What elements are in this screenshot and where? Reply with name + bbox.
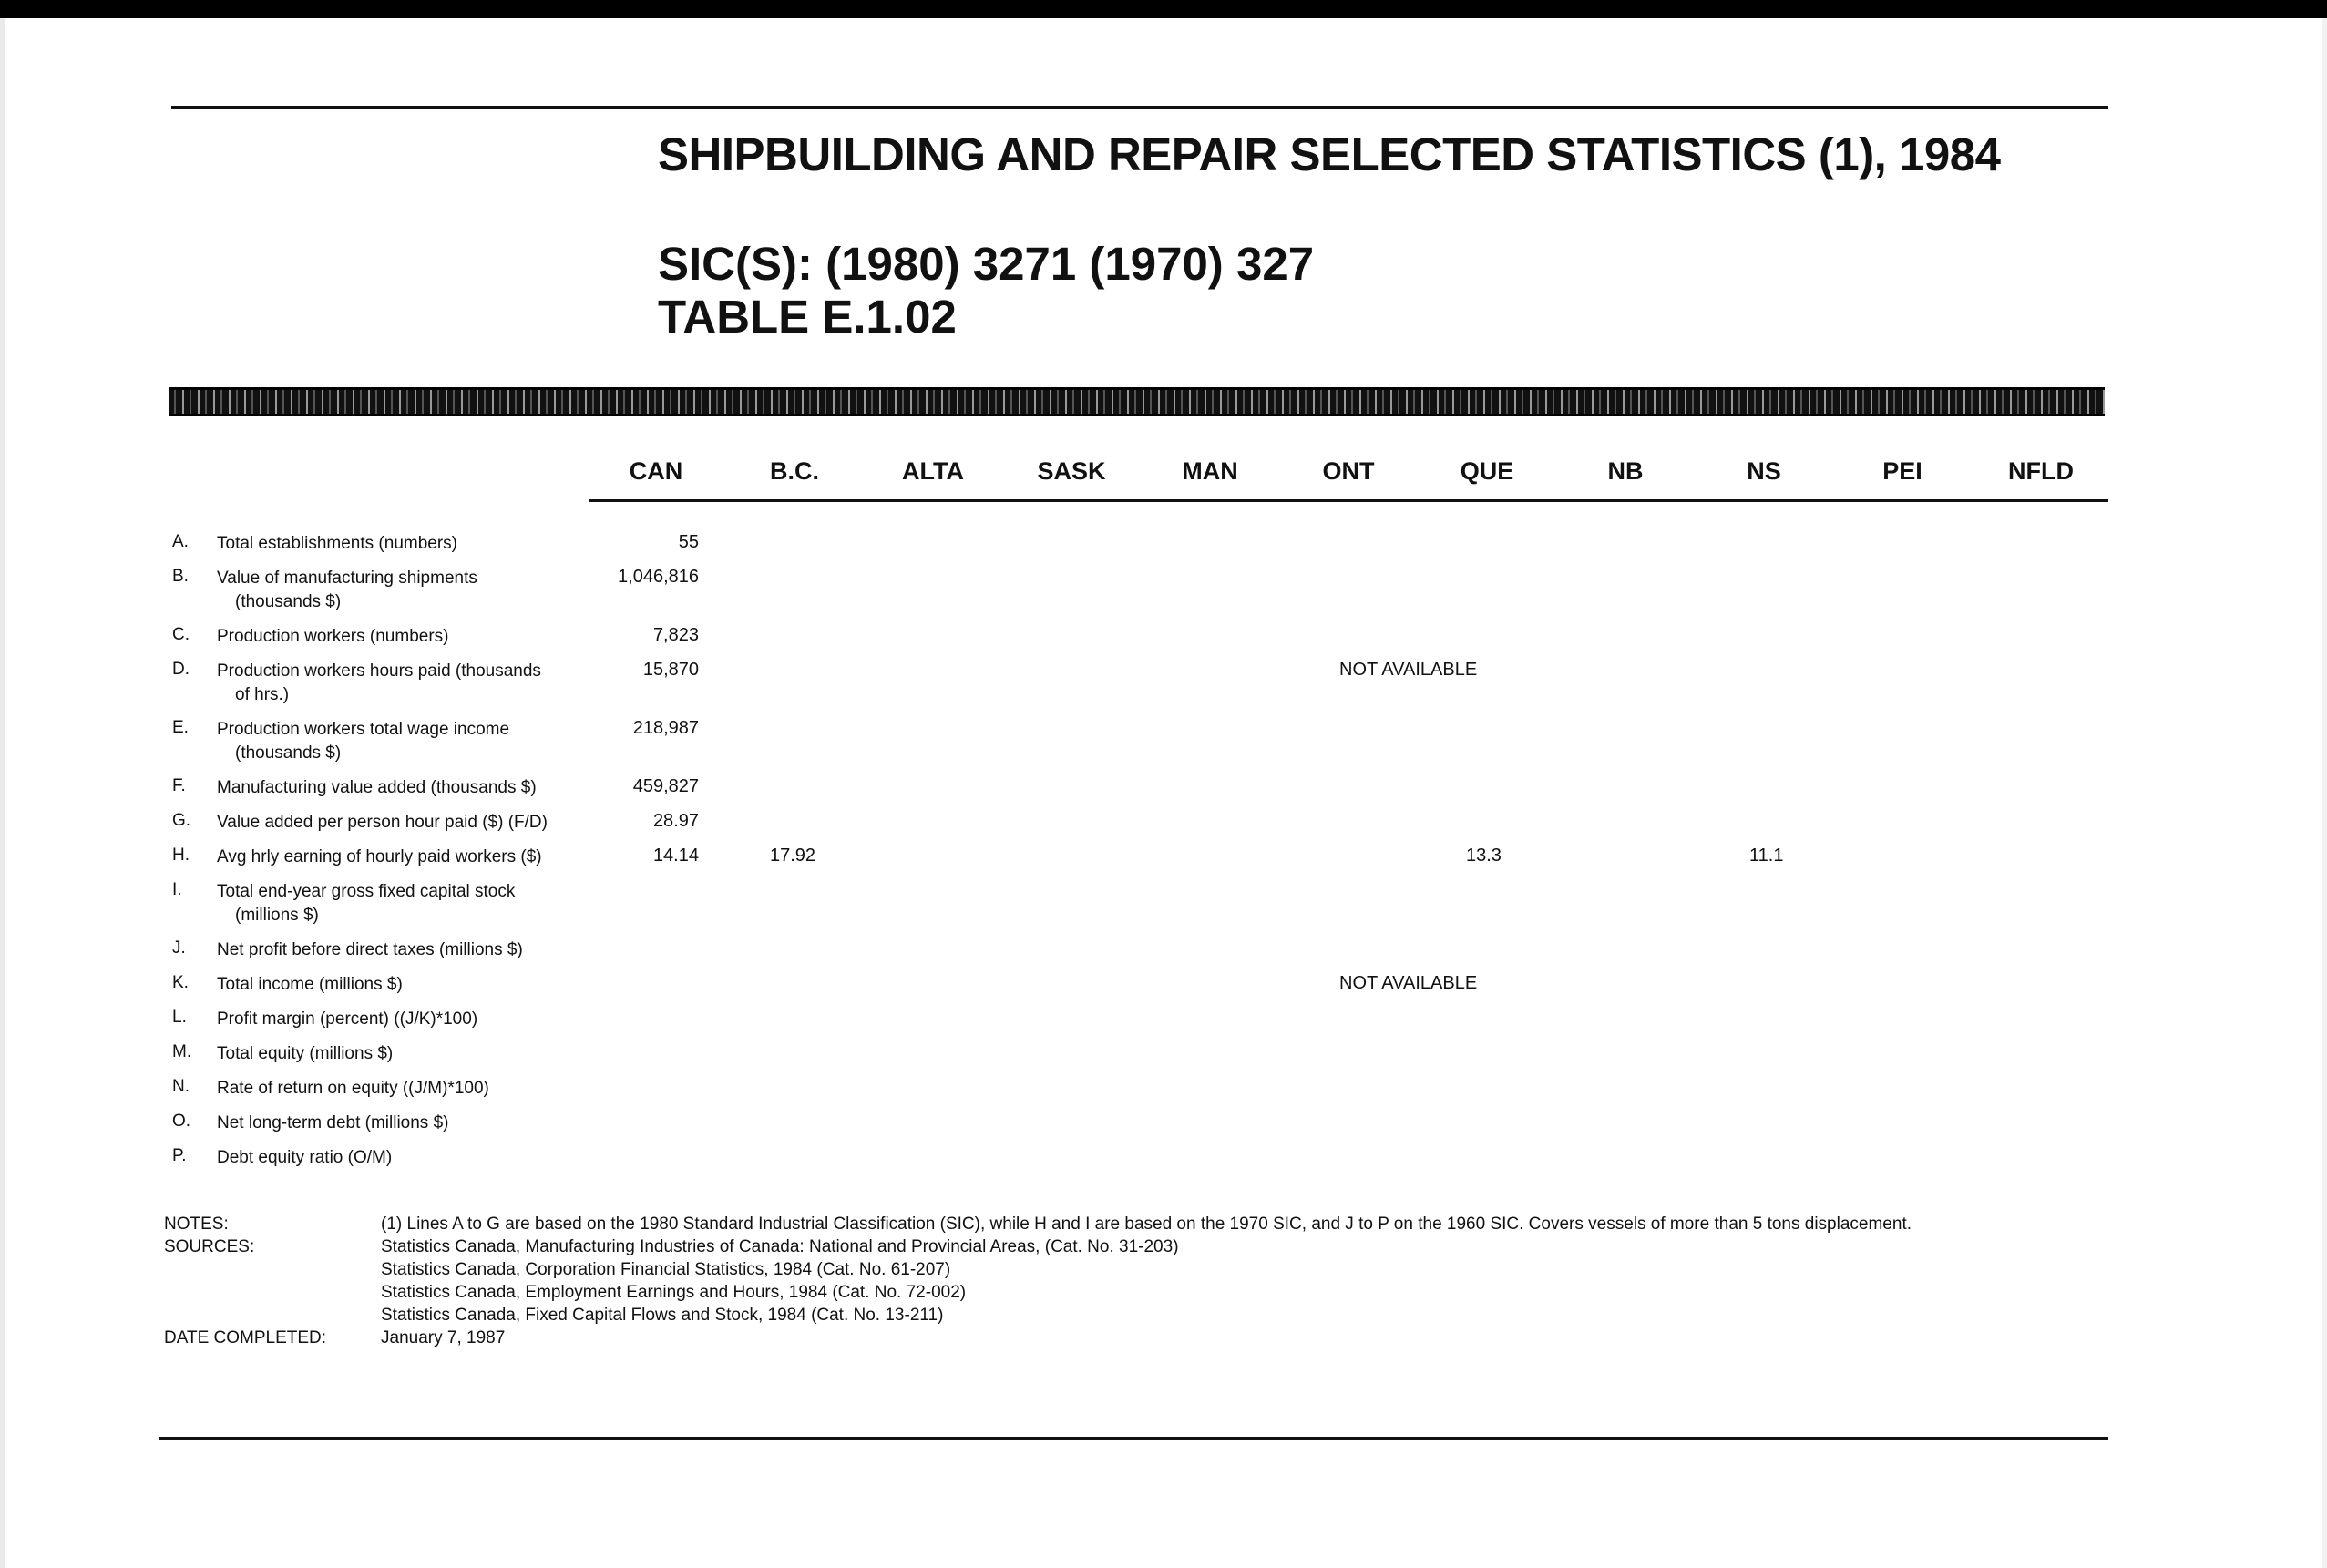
row-label-line2: (thousands $) [235, 592, 342, 611]
col-header-nfld: NFLD [2008, 457, 2074, 485]
scan-left-edge [0, 18, 5, 1568]
cell-can: 459,827 [632, 776, 699, 796]
row-letter: I. [172, 880, 182, 899]
scan-right-edge [2322, 18, 2327, 1568]
cell-can: 218,987 [632, 718, 699, 738]
row-letter: H. [172, 845, 190, 865]
row-letter: O. [172, 1112, 191, 1131]
cell-bc: 17.92 [770, 845, 816, 866]
row-label-line1: Total income (millions $) [217, 975, 403, 994]
col-header-nb: NB [1607, 457, 1644, 485]
cell-ns: 11.1 [1749, 845, 1784, 866]
row-label-line1: Production workers hours paid (thousands [217, 661, 541, 681]
row-label-line1: Rate of return on equity ((J/M)*100) [217, 1079, 489, 1098]
row-label-line2: (millions $) [235, 906, 319, 925]
row-label-line1: Total equity (millions $) [217, 1044, 394, 1063]
row-letter: D. [172, 660, 190, 679]
row-letter: L. [172, 1008, 187, 1027]
top-rule [171, 106, 2108, 109]
row-letter: A. [172, 532, 189, 551]
table-number: TABLE E.1.02 [658, 291, 957, 343]
source-line: Statistics Canada, Employment Earnings and Hours, 1984 (Cat. No. 72-002) [381, 1283, 967, 1302]
not-available-note: NOT AVAILABLE [1339, 660, 1478, 680]
row-letter: F. [172, 776, 186, 795]
row-label-line2: of hrs.) [235, 685, 290, 704]
row-label-line1: Total end-year gross fixed capital stock [217, 882, 516, 901]
row-letter: C. [172, 625, 190, 644]
row-label [217, 1042, 764, 1066]
row-letter: N. [172, 1077, 190, 1096]
cell-can: 15,870 [642, 660, 699, 680]
row-label-line1: Value added per person hour paid ($) (F/D) [217, 813, 548, 832]
row-label-line1: Avg hrly earning of hourly paid workers ($) [217, 847, 542, 866]
row-label-line1: Profit margin (percent) ((J/K)*100) [217, 1009, 478, 1029]
row-label-line1: Value of manufacturing shipments [217, 569, 477, 588]
col-header-man: MAN [1182, 457, 1238, 485]
not-available-note: NOT AVAILABLE [1339, 973, 1478, 993]
scan-top-border [0, 0, 2327, 18]
header-rule [589, 499, 2108, 502]
notes-label: NOTES: [164, 1214, 229, 1234]
row-letter: G. [172, 811, 191, 830]
cell-que: 13.3 [1466, 845, 1502, 866]
col-header-ont: ONT [1322, 457, 1375, 485]
source-line: Statistics Canada, Manufacturing Industries of Canada: National and Provincial Areas, (Cat. No. 31-203) [381, 1237, 1179, 1256]
col-header-que: QUE [1460, 457, 1514, 485]
col-header-bc: B.C. [770, 457, 819, 485]
row-label [217, 1077, 764, 1101]
row-label-line1: Manufacturing value added (thousands $) [217, 778, 537, 797]
col-header-pei: PEI [1882, 457, 1922, 485]
notes-text: (1) Lines A to G are based on the 1980 Standard Industrial Classification (SIC), while H and I are based on the 1970 SIC, and J to P on the 1960 SIC. Covers vessels of more than 5 tons displacement. [381, 1214, 1912, 1234]
column-headers [590, 457, 2108, 499]
sic-codes: SIC(S): (1980) 3271 (1970) 327 [658, 238, 1315, 290]
row-letter: J. [172, 938, 186, 958]
row-label [217, 880, 764, 927]
row-label-line1: Production workers total wage income [217, 720, 510, 739]
row-label [217, 938, 764, 962]
cell-can: 7,823 [652, 625, 699, 645]
row-label-line2: (thousands $) [235, 743, 342, 763]
bottom-rule [159, 1437, 2108, 1440]
source-line: Statistics Canada, Fixed Capital Flows and Stock, 1984 (Cat. No. 13-211) [381, 1306, 944, 1325]
cell-can: 55 [678, 532, 699, 552]
row-letter: B. [172, 567, 189, 586]
heavy-divider-bar [169, 387, 2105, 416]
col-header-sask: SASK [1037, 457, 1106, 485]
col-header-ns: NS [1747, 457, 1781, 485]
sources-label: SOURCES: [164, 1237, 255, 1256]
row-label [217, 1008, 764, 1031]
row-label [217, 1112, 764, 1135]
cell-can: 28.97 [652, 811, 699, 831]
row-label-line1: Debt equity ratio (O/M) [217, 1148, 393, 1167]
date-completed-value: January 7, 1987 [381, 1328, 506, 1348]
row-label-line1: Net profit before direct taxes (millions $) [217, 940, 523, 959]
date-completed-label: DATE COMPLETED: [164, 1328, 327, 1348]
row-letter: K. [172, 973, 189, 992]
col-header-alta: ALTA [902, 457, 964, 485]
row-label-line1: Total establishments (numbers) [217, 534, 457, 553]
row-label-line1: Production workers (numbers) [217, 627, 449, 646]
cell-can: 1,046,816 [618, 567, 699, 587]
row-letter: P. [172, 1146, 187, 1165]
row-letter: M. [172, 1042, 192, 1061]
row-label [217, 973, 764, 997]
source-line: Statistics Canada, Corporation Financial Statistics, 1984 (Cat. No. 61-207) [381, 1260, 951, 1279]
cell-can: 14.14 [652, 845, 699, 866]
row-label-line1: Net long-term debt (millions $) [217, 1113, 449, 1132]
row-letter: E. [172, 718, 189, 737]
col-header-can: CAN [629, 457, 683, 485]
page-title: SHIPBUILDING AND REPAIR SELECTED STATISTICS (1), 1984 [658, 128, 2001, 180]
row-label [217, 1146, 764, 1170]
